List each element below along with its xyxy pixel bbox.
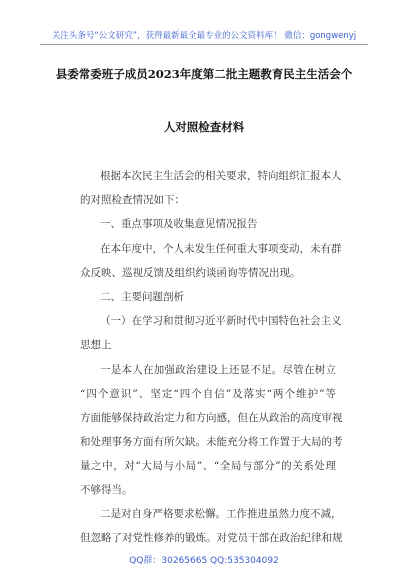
body-line: 不够得当。 [80, 484, 133, 496]
body-line: 方面能够保持政治定力和方向感，但在从政治的高度审视 [80, 412, 343, 424]
document-title-line-1: 县委常委班子成员2023年度第二批主题教育民主生活会个 [55, 67, 353, 81]
body-line: 量之中，对“大局与小局”、“全局与部分”的关系处理 [80, 460, 336, 472]
subsection-heading: 思想上 [80, 339, 112, 351]
subsection-heading: （一）在学习和贯彻习近平新时代中国特色社会主义 [100, 315, 342, 327]
header-divider [40, 44, 368, 45]
footer-note: QQ群：30265665 QQ:535304092 [129, 556, 279, 566]
header-note: 关注头条号“公文研究”，获得最新最全最专业的公文资料库！ 微信：gongwenyj [51, 31, 357, 41]
body-line: 众反映、巡视反馈及组织约谈函询等情况出现。 [80, 267, 301, 279]
body-line: 和处理事务方面有所欠缺。未能充分将工作置于大局的考 [80, 436, 343, 448]
body-line: 根据本次民主生活会的相关要求，特向组织汇报本人 [100, 170, 342, 182]
section-heading: 二、主要问题剖析 [100, 291, 184, 303]
body-line: 二是对自身严格要求松懈。工作推进虽然力度不减， [100, 508, 342, 520]
body-line: 的对照检查情况如下： [80, 194, 185, 206]
body-line: 但忽略了对党性修养的锻炼。对党员干部在政治纪律和规 [80, 532, 343, 544]
section-heading: 一、重点事项及收集意见情况报告 [100, 218, 258, 230]
document-title-line-2: 人对照检查材料 [163, 120, 245, 134]
body-line: “四个意识”、坚定“四个自信”及落实“两个维护”等 [80, 388, 336, 400]
body-line: 在本年度中，个人未发生任何重大事项变动，未有群 [100, 243, 342, 255]
body-line: 一是本人在加强政治建设上还显不足。尽管在树立 [100, 364, 336, 376]
